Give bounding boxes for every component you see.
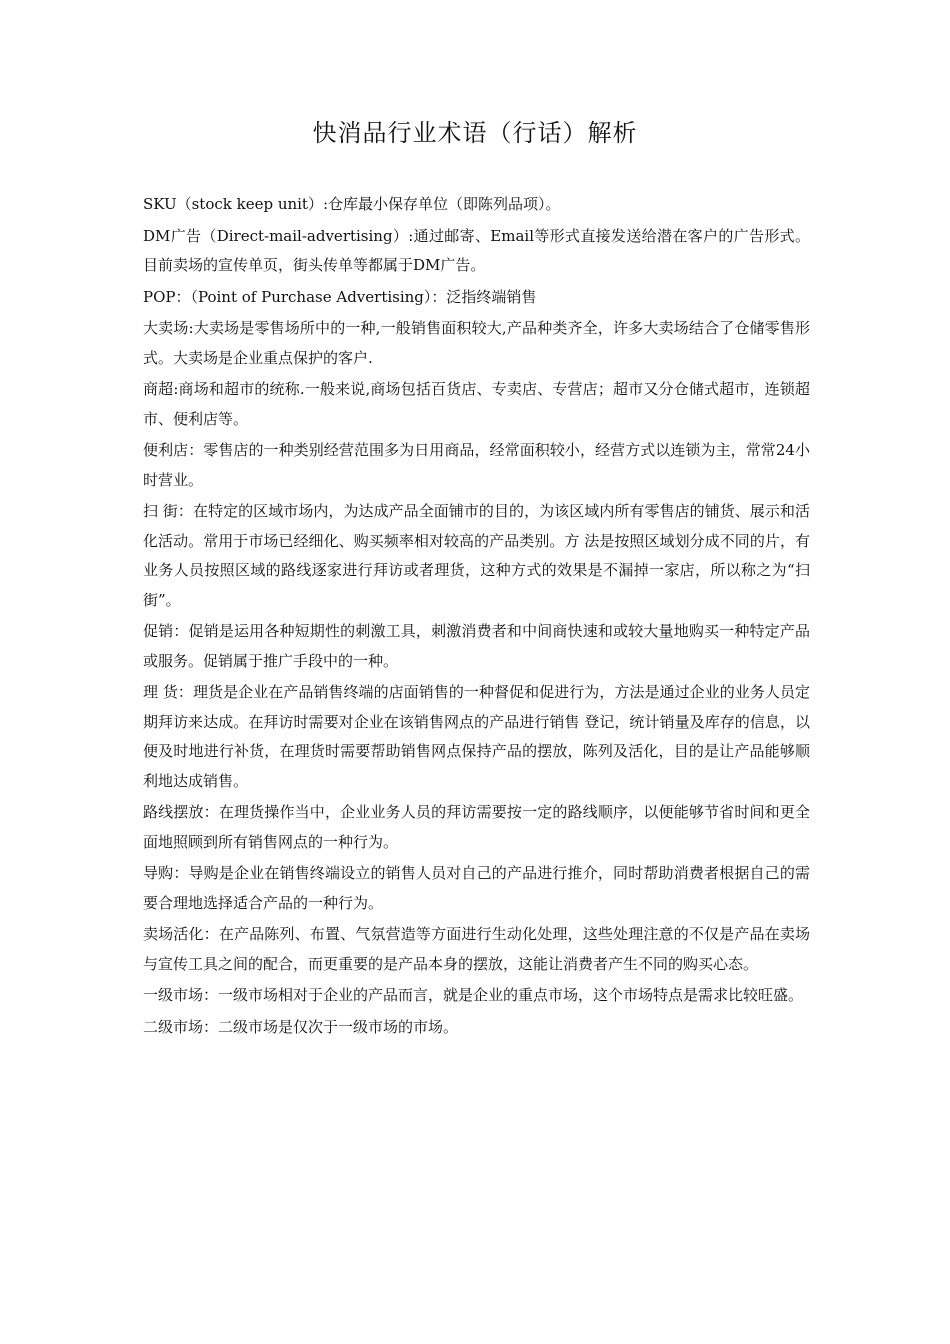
term-merchandising: 理 货：理货是企业在产品销售终端的店面销售的一种督促和促进行为，方法是通过企业的业务人员定期拜访来达成。在拜访时需要对企业在该销售网点的产品进行销售 登记，统计销量及库存的信息，以便及时地进行补货，在理货时需要帮助销售网点保持产品的摆放，陈列及活化，目的是让产品能够顺利地达成销售。 [143,683,810,790]
term-shopping-mall-supermarket: 商超:商场和超市的统称.一般来说,商场包括百货店、专卖店、专营店；超市又分仓储式超市，连锁超市、便利店等。 [143,380,810,428]
term-secondary-market: 二级市场：二级市场是仅次于一级市场的市场。 [143,1017,459,1036]
term-promotion: 促销：促销是运用各种短期性的刺激工具，刺激消费者和中间商快速和或较大量地购买一种特定产品或服务。促销属于推广手段中的一种。 [143,622,810,670]
term-street-sweep: 扫 街：在特定的区域市场内，为达成产品全面铺市的目的，为该区域内所有零售店的铺货、展示和活化活动。常用于市场已经细化、购买频率相对较高的产品类别。方 法是按照区域划分成不同的片，有业务人员按照区域的路线逐家进行拜访或者理货，这种方式的效果是不漏掉一家店，所以称之为“扫街”。 [143,502,810,609]
term-shopping-guide: 导购：导购是企业在销售终端设立的销售人员对自己的产品进行推介，同时帮助消费者根据自己的需要合理地选择适合产品的一种行为。 [143,864,810,912]
term-store-activation: 卖场活化：在产品陈列、布置、气氛营造等方面进行生动化处理，这些处理注意的不仅是产品在卖场与宣传工具之间的配合，而更重要的是产品本身的摆放，这能让消费者产生不同的购买心态。 [143,925,810,973]
term-convenience-store: 便利店：零售店的一种类别经营范围多为日用商品，经常面积较小，经营方式以连锁为主，常常24小时营业。 [143,441,810,489]
term-sku: SKU（stock keep unit）:仓库最小保存单位（即陈列品项）。 [143,195,561,213]
term-primary-market: 一级市场：一级市场相对于企业的产品而言，就是企业的重点市场，这个市场特点是需求比较旺盛。 [143,986,804,1004]
term-hypermarket: 大卖场:大卖场是零售场所中的一种,一般销售面积较大,产品种类齐全，许多大卖场结合了仓储零售形式。大卖场是企业重点保护的客户. [143,319,810,367]
term-pop: POP：（Point of Purchase Advertising）：泛指终端销售 [143,287,537,306]
term-dm-advertising: DM广告（Direct-mail-advertising）:通过邮寄、Email等形式直接发送给潜在客户的广告形式。目前卖场的宣传单页，街头传单等都属于DM广告。 [143,226,810,274]
term-route-visiting: 路线摆放：在理货操作当中，企业业务人员的拜访需要按一定的路线顺序，以便能够节省时间和更全面地照顾到所有销售网点的一种行为。 [143,803,810,851]
document-title: 快消品行业术语（行话）解析 [312,119,638,147]
document-body [143,190,810,1044]
